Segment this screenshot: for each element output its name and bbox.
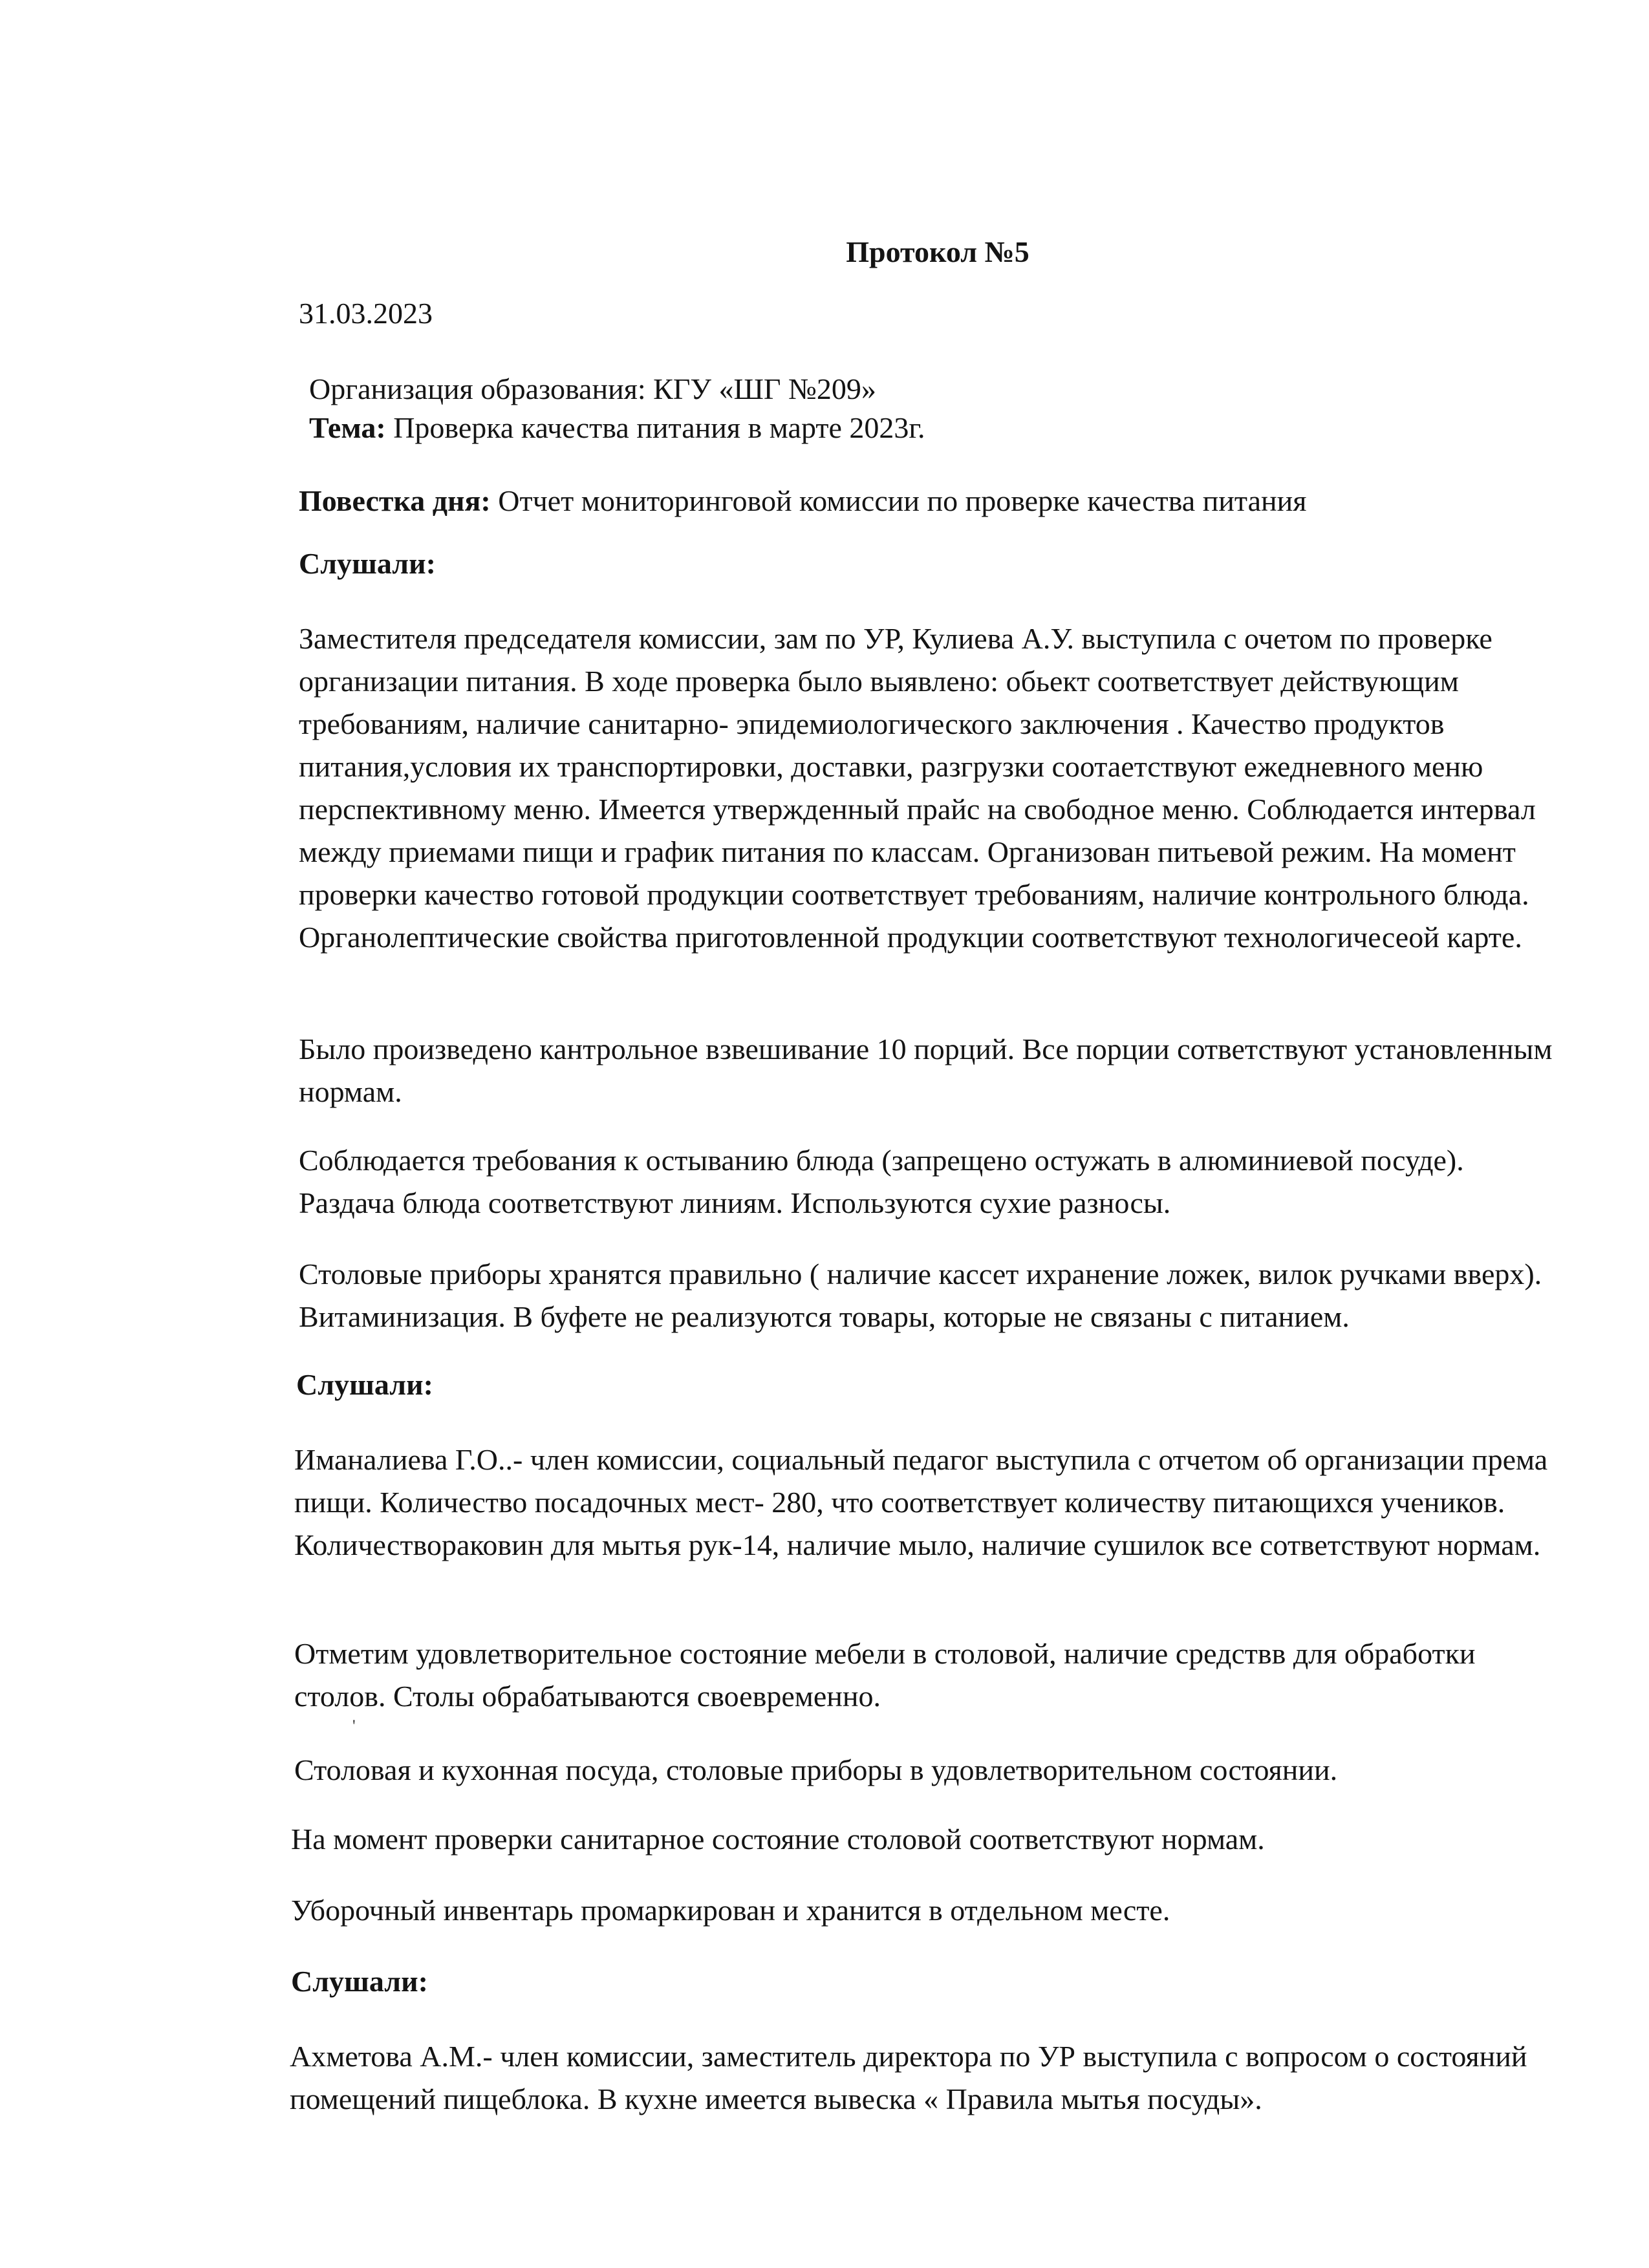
topic-label: Тема: <box>309 411 386 444</box>
paragraph-4: Столовые приборы хранятся правильно ( наличие кассет ихранение ложек, вилок ручками вверх). Витаминизация. В буфете не реализуются товары, которые не связаны с питанием. <box>299 1257 1542 1333</box>
agenda-label: Повестка дня: <box>299 484 491 517</box>
stray-mark: ' <box>352 1717 356 1735</box>
paragraph-2: Было произведено кантрольное взвешивание 10 порций. Все порции сответствуют установленным нормам. <box>299 1032 1553 1108</box>
paragraph-8: На момент проверки санитарное состояние столовой соответствуют нормам. <box>291 1823 1265 1856</box>
heard-heading-2: Слушали: <box>296 1368 433 1401</box>
document-date: 31.03.2023 <box>299 297 433 330</box>
heard-heading-3: Слушали: <box>291 1965 428 1998</box>
topic-text: Проверка качества питания в марте 2023г. <box>385 411 925 444</box>
paragraph-7: Столовая и кухонная посуда, столовые приборы в удовлетворительном состоянии. <box>294 1753 1338 1786</box>
topic-line <box>309 409 925 447</box>
paragraph-6: Отметим удовлетворительное состояние мебели в столовой, наличие средствв для обработки столов. Столы обрабатываются своевременно. <box>294 1637 1476 1713</box>
paragraph-3: Соблюдается требования к остыванию блюда (запрещено остужать в алюминиевой посуде). Раздача блюда соответствуют линиям. Используются сухие разносы. <box>299 1144 1464 1219</box>
paragraph-1: Заместителя председателя комиссии, зам по УР, Кулиева А.У. выступила с очетом по проверке организации питания. В ходе проверка было выявлено: обьект соответствует действующим требованиям, наличие санитарно- эпидемиологического заключения . Качество продуктов питания,условия их транспортировки, доставки, разгрузки соотаетствуют ежедневного меню перспективному меню. Имеется утвержденный прайс на свободное меню. Соблюдается интервал между приемами пищи и график питания по классам. Организован питьевой режим. На момент проверки качество готовой продукции соответствует требованиям, наличие контрольного блюда. Органолептические свойства приготовленной продукции соответствуют технологичесеой карте. <box>299 622 1536 954</box>
agenda-line <box>299 482 1306 520</box>
paragraph-9: Уборочный инвентарь промаркирован и хранится в отдельном месте. <box>291 1894 1170 1927</box>
organization-line: Организация образования: КГУ «ШГ №209» <box>309 372 876 405</box>
heard-heading-1: Слушали: <box>299 547 436 580</box>
document-title: Протокол №5 <box>846 235 1029 268</box>
paragraph-10: Ахметова А.М.- член комиссии, заместитель директора по УР выступила с вопросом о состояний помещений пищеблока. В кухне имеется вывеска « Правила мытья посуды». <box>290 2040 1527 2115</box>
agenda-text: Отчет мониторинговой комиссии по проверке качества питания <box>490 484 1307 517</box>
paragraph-5: Иманалиева Г.О..- член комиссии, социальный педагог выступила с отчетом об организации према пищи. Количество посадочных мест- 280, что соответствует количеству питающихся учеников. Количествораковин для мытья рук-14, наличие мыло, наличие сушилок все сответствуют нормам. <box>294 1443 1548 1561</box>
